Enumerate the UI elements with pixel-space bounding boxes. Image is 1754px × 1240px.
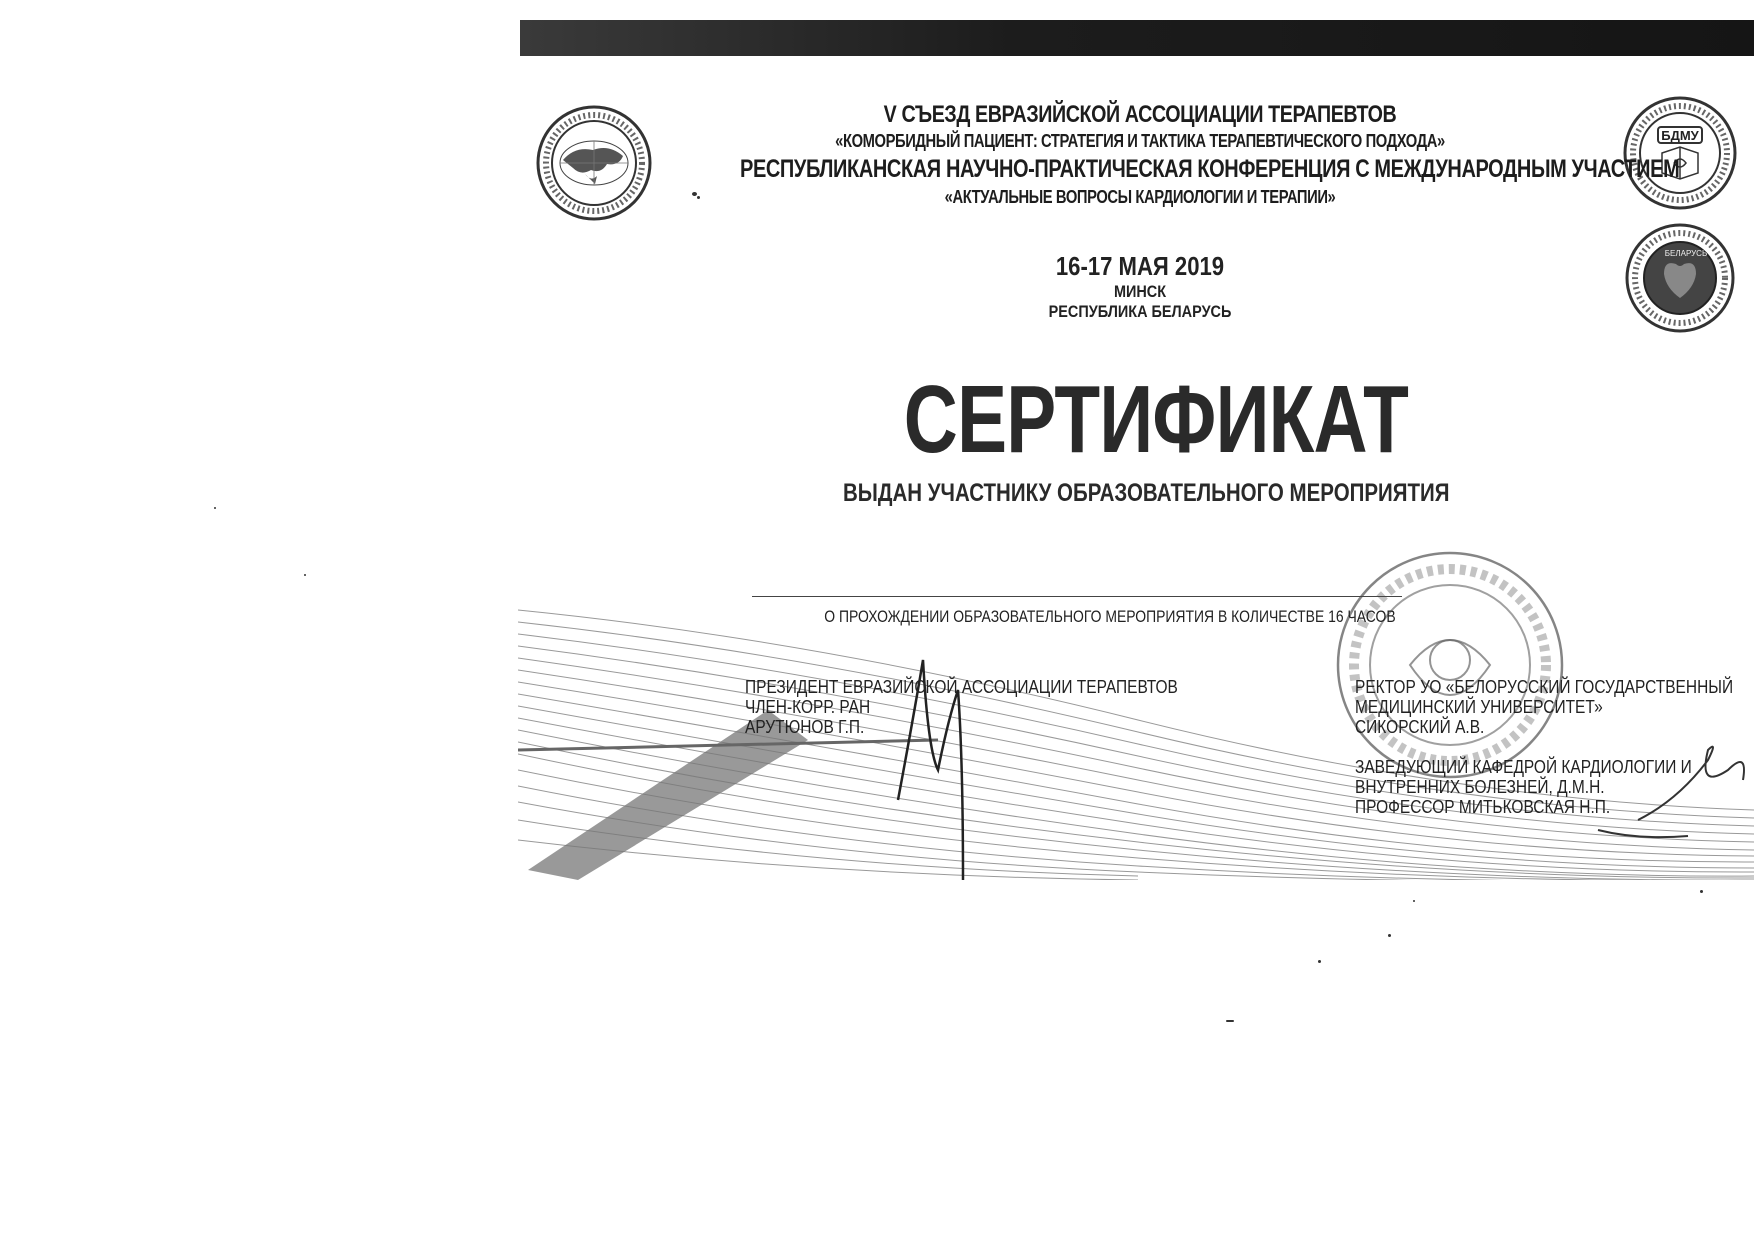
- signatory-left-title: ЧЛЕН-КОРР. РАН: [745, 697, 871, 717]
- eurasian-association-logo-icon: [535, 104, 653, 222]
- signatory-left-name: АРУТЮНОВ Г.П.: [745, 717, 865, 737]
- svg-text:БЕЛАРУСЬ: БЕЛАРУСЬ: [1664, 249, 1708, 258]
- rector-position-line2: МЕДИЦИНСКИЙ УНИВЕРСИТЕТ»: [1355, 697, 1603, 717]
- certificate-title: СЕРТИФИКАТ: [903, 366, 1409, 473]
- rector-position-line1: РЕКТОР УО «БЕЛОРУССКИЙ ГОСУДАРСТВЕННЫЙ: [1355, 677, 1734, 697]
- department-head-position-line1: ЗАВЕДУЮЩИЙ КАФЕДРОЙ КАРДИОЛОГИИ И: [1355, 757, 1692, 777]
- department-head-position-line2: ВНУТРЕННИХ БОЛЕЗНЕЙ, Д.М.Н.: [1355, 777, 1605, 797]
- conference-title: РЕСПУБЛИКАНСКАЯ НАУЧНО-ПРАКТИЧЕСКАЯ КОНФЕРЕНЦИЯ С МЕЖДУНАРОДНЫМ УЧАСТИЕМ: [740, 155, 1680, 183]
- signatory-right: [1355, 677, 1754, 817]
- scan-speck: [1388, 934, 1391, 937]
- signatory-left-position: ПРЕЗИДЕНТ ЕВРАЗИЙСКОЙ АССОЦИАЦИИ ТЕРАПЕВТОВ: [745, 677, 1178, 697]
- scan-speck: [214, 507, 216, 509]
- scan-speck: [1318, 960, 1321, 963]
- scan-speck: [1413, 900, 1415, 902]
- event-city: МИНСК: [1113, 282, 1167, 301]
- cardiology-department-logo-icon: [1624, 222, 1736, 334]
- scan-speck: [304, 574, 306, 576]
- participant-name-line: [752, 596, 1402, 597]
- congress-title: V СЪЕЗД ЕВРАЗИЙСКОЙ АССОЦИАЦИИ ТЕРАПЕВТОВ: [883, 101, 1397, 128]
- rector-name: СИКОРСКИЙ А.В.: [1355, 717, 1485, 737]
- scan-top-bar: [520, 20, 1754, 56]
- signatory-left: [745, 677, 1178, 737]
- congress-theme: «КОМОРБИДНЫЙ ПАЦИЕНТ: СТРАТЕГИЯ И ТАКТИКА ТЕРАПЕВТИЧЕСКОГО ПОДХОДА»: [835, 131, 1445, 151]
- conference-theme: «АКТУАЛЬНЫЕ ВОПРОСЫ КАРДИОЛОГИИ И ТЕРАПИИ»: [944, 187, 1336, 207]
- scan-speck: [697, 196, 700, 199]
- event-date: 16-17 МАЯ 2019: [1055, 251, 1225, 281]
- scan-speck: [1226, 1020, 1234, 1022]
- certificate-subtitle: ВЫДАН УЧАСТНИКУ ОБРАЗОВАТЕЛЬНОГО МЕРОПРИЯТИЯ: [843, 479, 1450, 507]
- hours-text: О ПРОХОЖДЕНИИ ОБРАЗОВАТЕЛЬНОГО МЕРОПРИЯТИЯ В КОЛИЧЕСТВЕ 16 ЧАСОВ: [824, 607, 1396, 626]
- event-info: [940, 250, 1340, 322]
- event-country: РЕСПУБЛИКА БЕЛАРУСЬ: [1048, 302, 1232, 321]
- department-head-name: ПРОФЕССОР МИТЬКОВСКАЯ Н.П.: [1355, 797, 1611, 817]
- scan-speck: [1700, 890, 1703, 893]
- scan-speck: [692, 192, 697, 196]
- svg-text:БДМУ: БДМУ: [1661, 128, 1699, 143]
